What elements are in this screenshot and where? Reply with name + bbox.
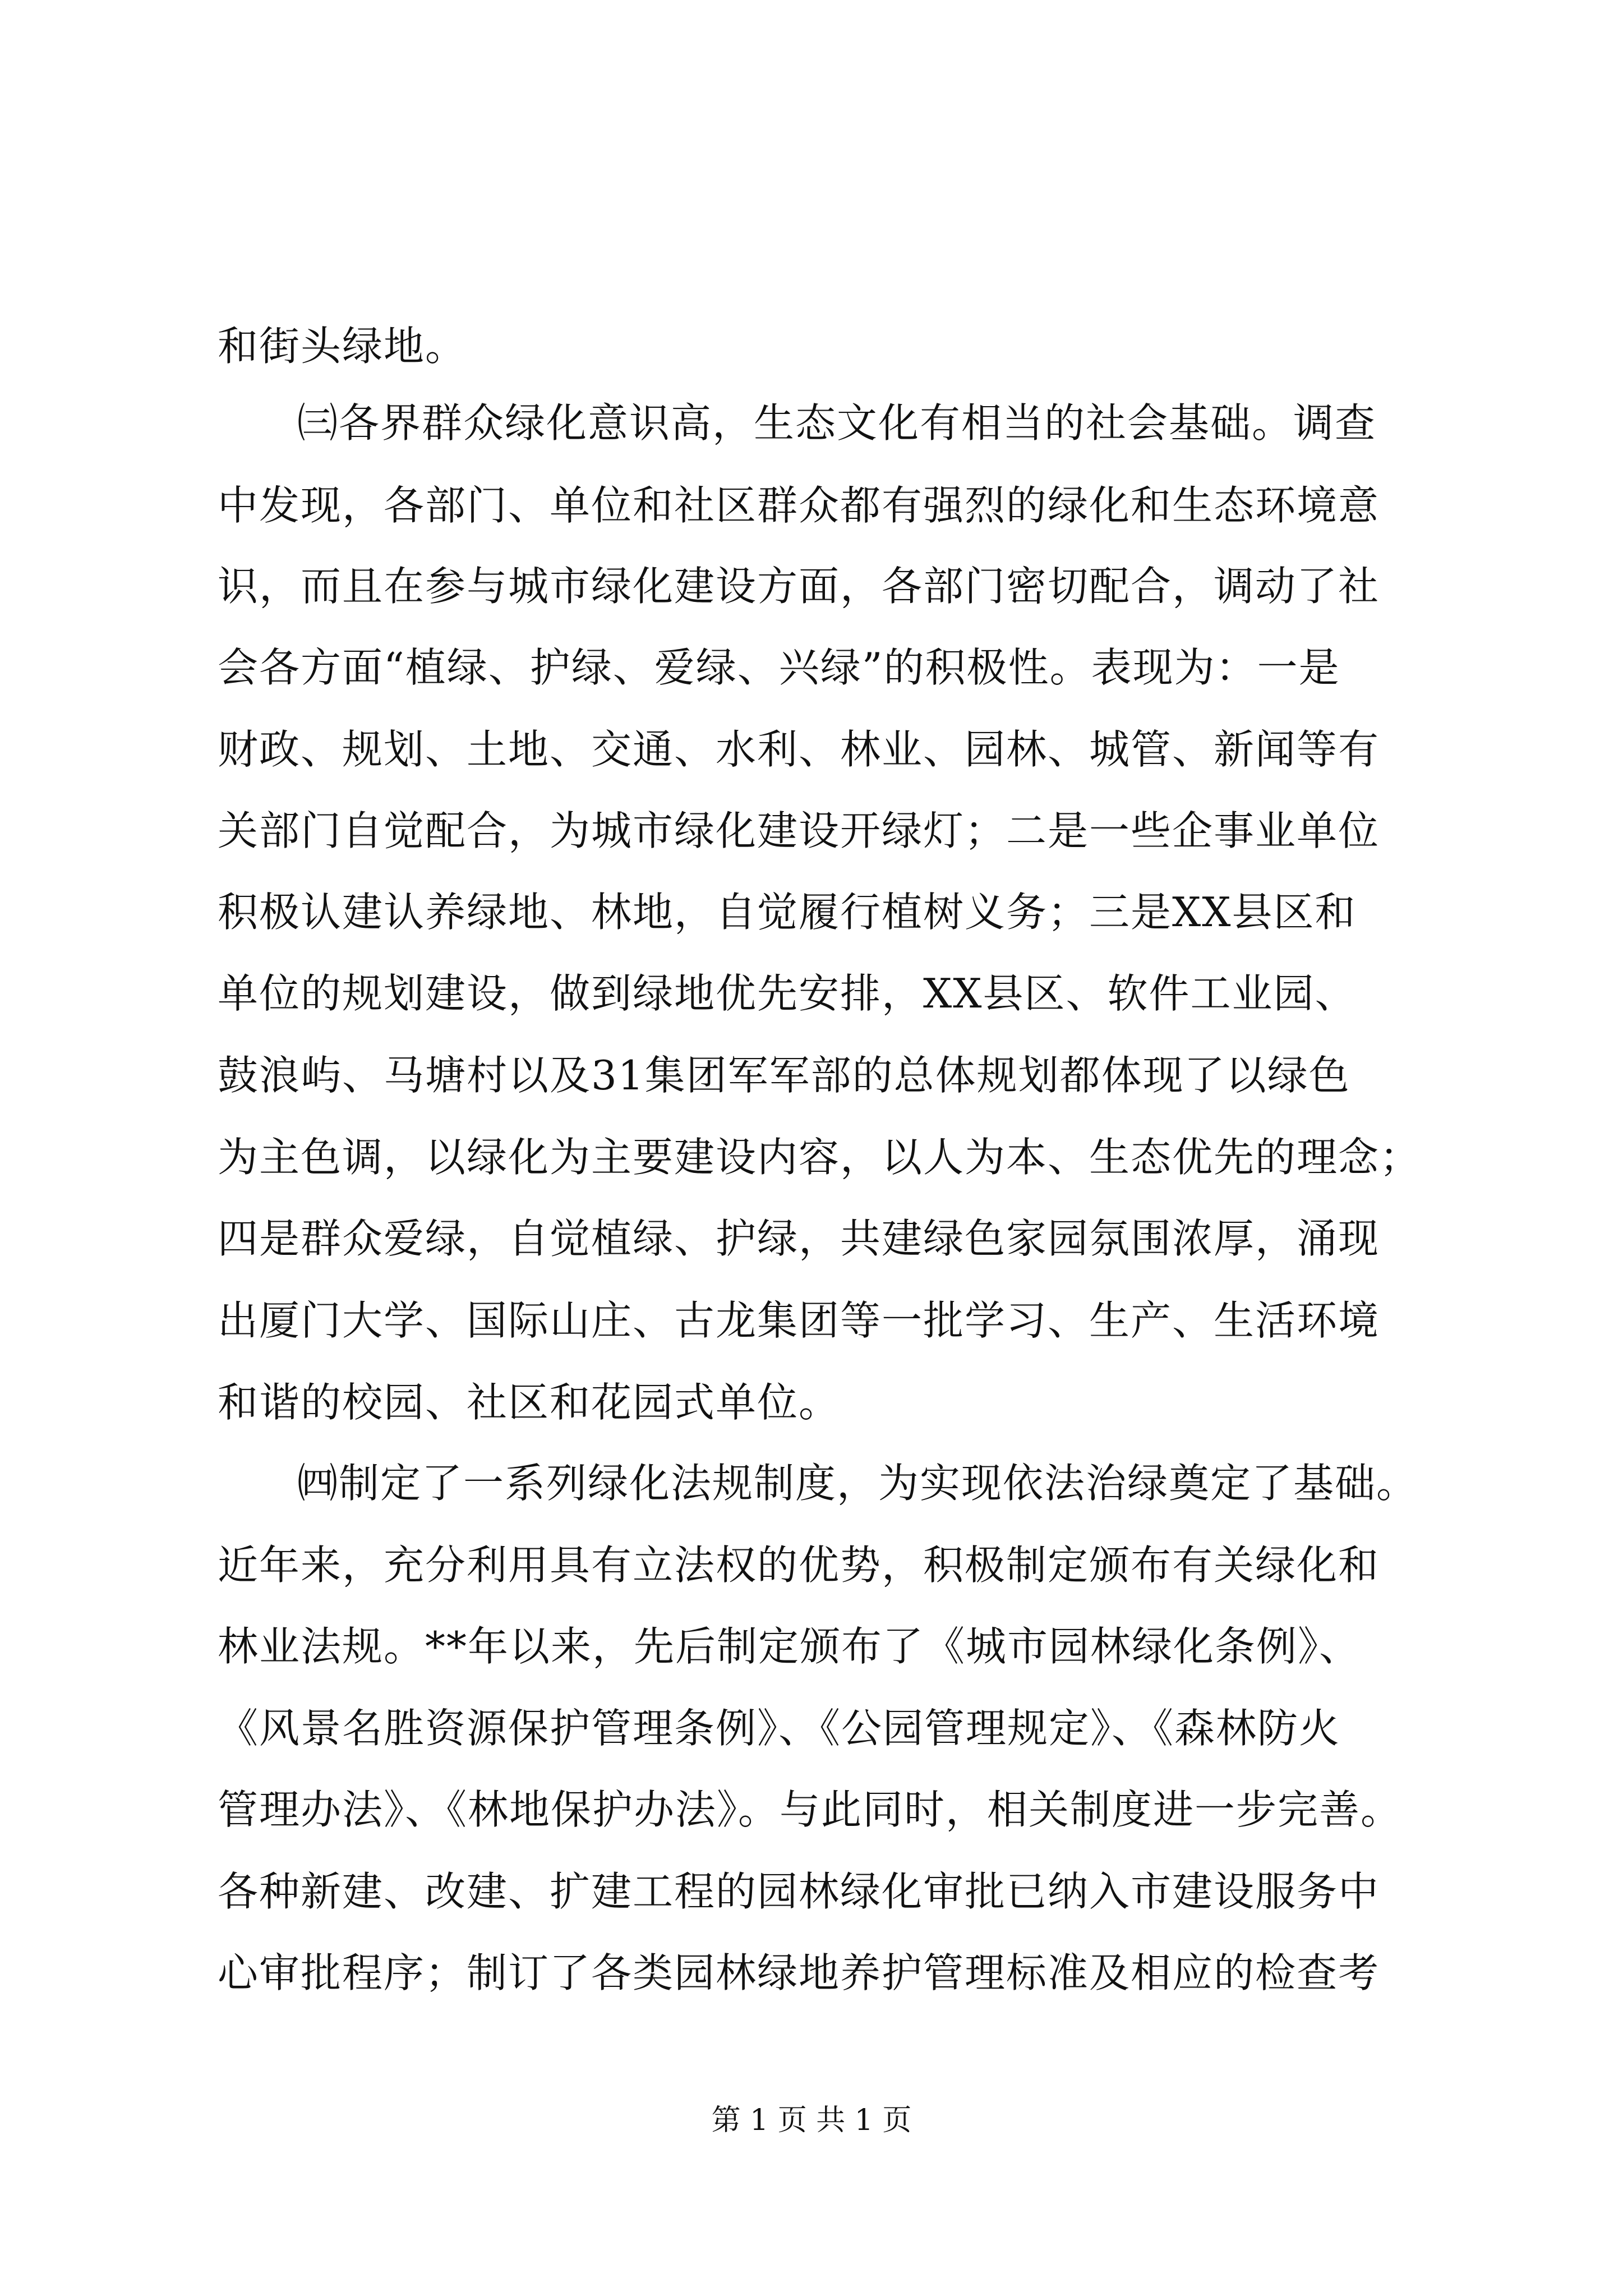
text-line: 管理办法》、《林地保护办法》。与此同时，相关制度进一步完善。 xyxy=(218,1786,1403,1833)
text-line: 出厦门大学、国际山庄、古龙集团等一批学习、生产、生活环境 xyxy=(218,1297,1380,1344)
text-line: 心审批程序；制订了各类园林绿地养护管理标准及相应的检查考 xyxy=(218,1949,1380,1996)
text-line: 识，而且在参与城市绿化建设方面，各部门密切配合，调动了社 xyxy=(218,563,1380,610)
text-line: 鼓浪屿、马塘村以及31集团军军部的总体规划都体现了以绿色 xyxy=(218,1052,1350,1099)
text-line: 林业法规。**年以来，先后制定颁布了《城市园林绿化条例》、 xyxy=(218,1623,1361,1670)
text-line: 和街头绿地。 xyxy=(218,323,467,370)
text-line: 中发现，各部门、单位和社区群众都有强烈的绿化和生态环境意 xyxy=(218,482,1380,529)
text-line: 积极认建认养绿地、林地，自觉履行植树义务；三是XX县区和 xyxy=(218,889,1357,936)
text-line: 单位的规划建设，做到绿地优先安排，XX县区、软件工业园、 xyxy=(218,970,1357,1017)
text-line: 《风景名胜资源保护管理条例》、《公园管理规定》、《森林防火 xyxy=(218,1705,1341,1752)
text-line: 为主色调，以绿化为主要建设内容，以人为本、生态优先的理念； xyxy=(218,1134,1422,1181)
paragraph-3-heading-line: ㈢各界群众绿化意识高，生态文化有相当的社会基础。调查 xyxy=(297,399,1377,447)
text-line: 会各方面“植绿、护绿、爱绿、兴绿”的积极性。表现为：一是 xyxy=(218,644,1340,691)
text-line: 和谐的校园、社区和花园式单位。 xyxy=(218,1379,841,1426)
text-line: 近年来，充分利用具有立法权的优势，积极制定颁布有关绿化和 xyxy=(218,1542,1380,1589)
paragraph-4-heading-line: ㈣制定了一系列绿化法规制度，为实现依法治绿奠定了基础。 xyxy=(297,1460,1418,1507)
text-line: 关部门自觉配合，为城市绿化建设开绿灯；二是一些企事业单位 xyxy=(218,807,1380,854)
text-line: 四是群众爱绿，自觉植绿、护绿，共建绿色家园氛围浓厚，涌现 xyxy=(218,1215,1380,1262)
page-footer: 第 1 页 共 1 页 xyxy=(711,2104,912,2137)
text-line: 财政、规划、土地、交通、水利、林业、园林、城管、新闻等有 xyxy=(218,726,1380,773)
text-line: 各种新建、改建、扩建工程的园林绿化审批已纳入市建设服务中 xyxy=(218,1868,1380,1915)
